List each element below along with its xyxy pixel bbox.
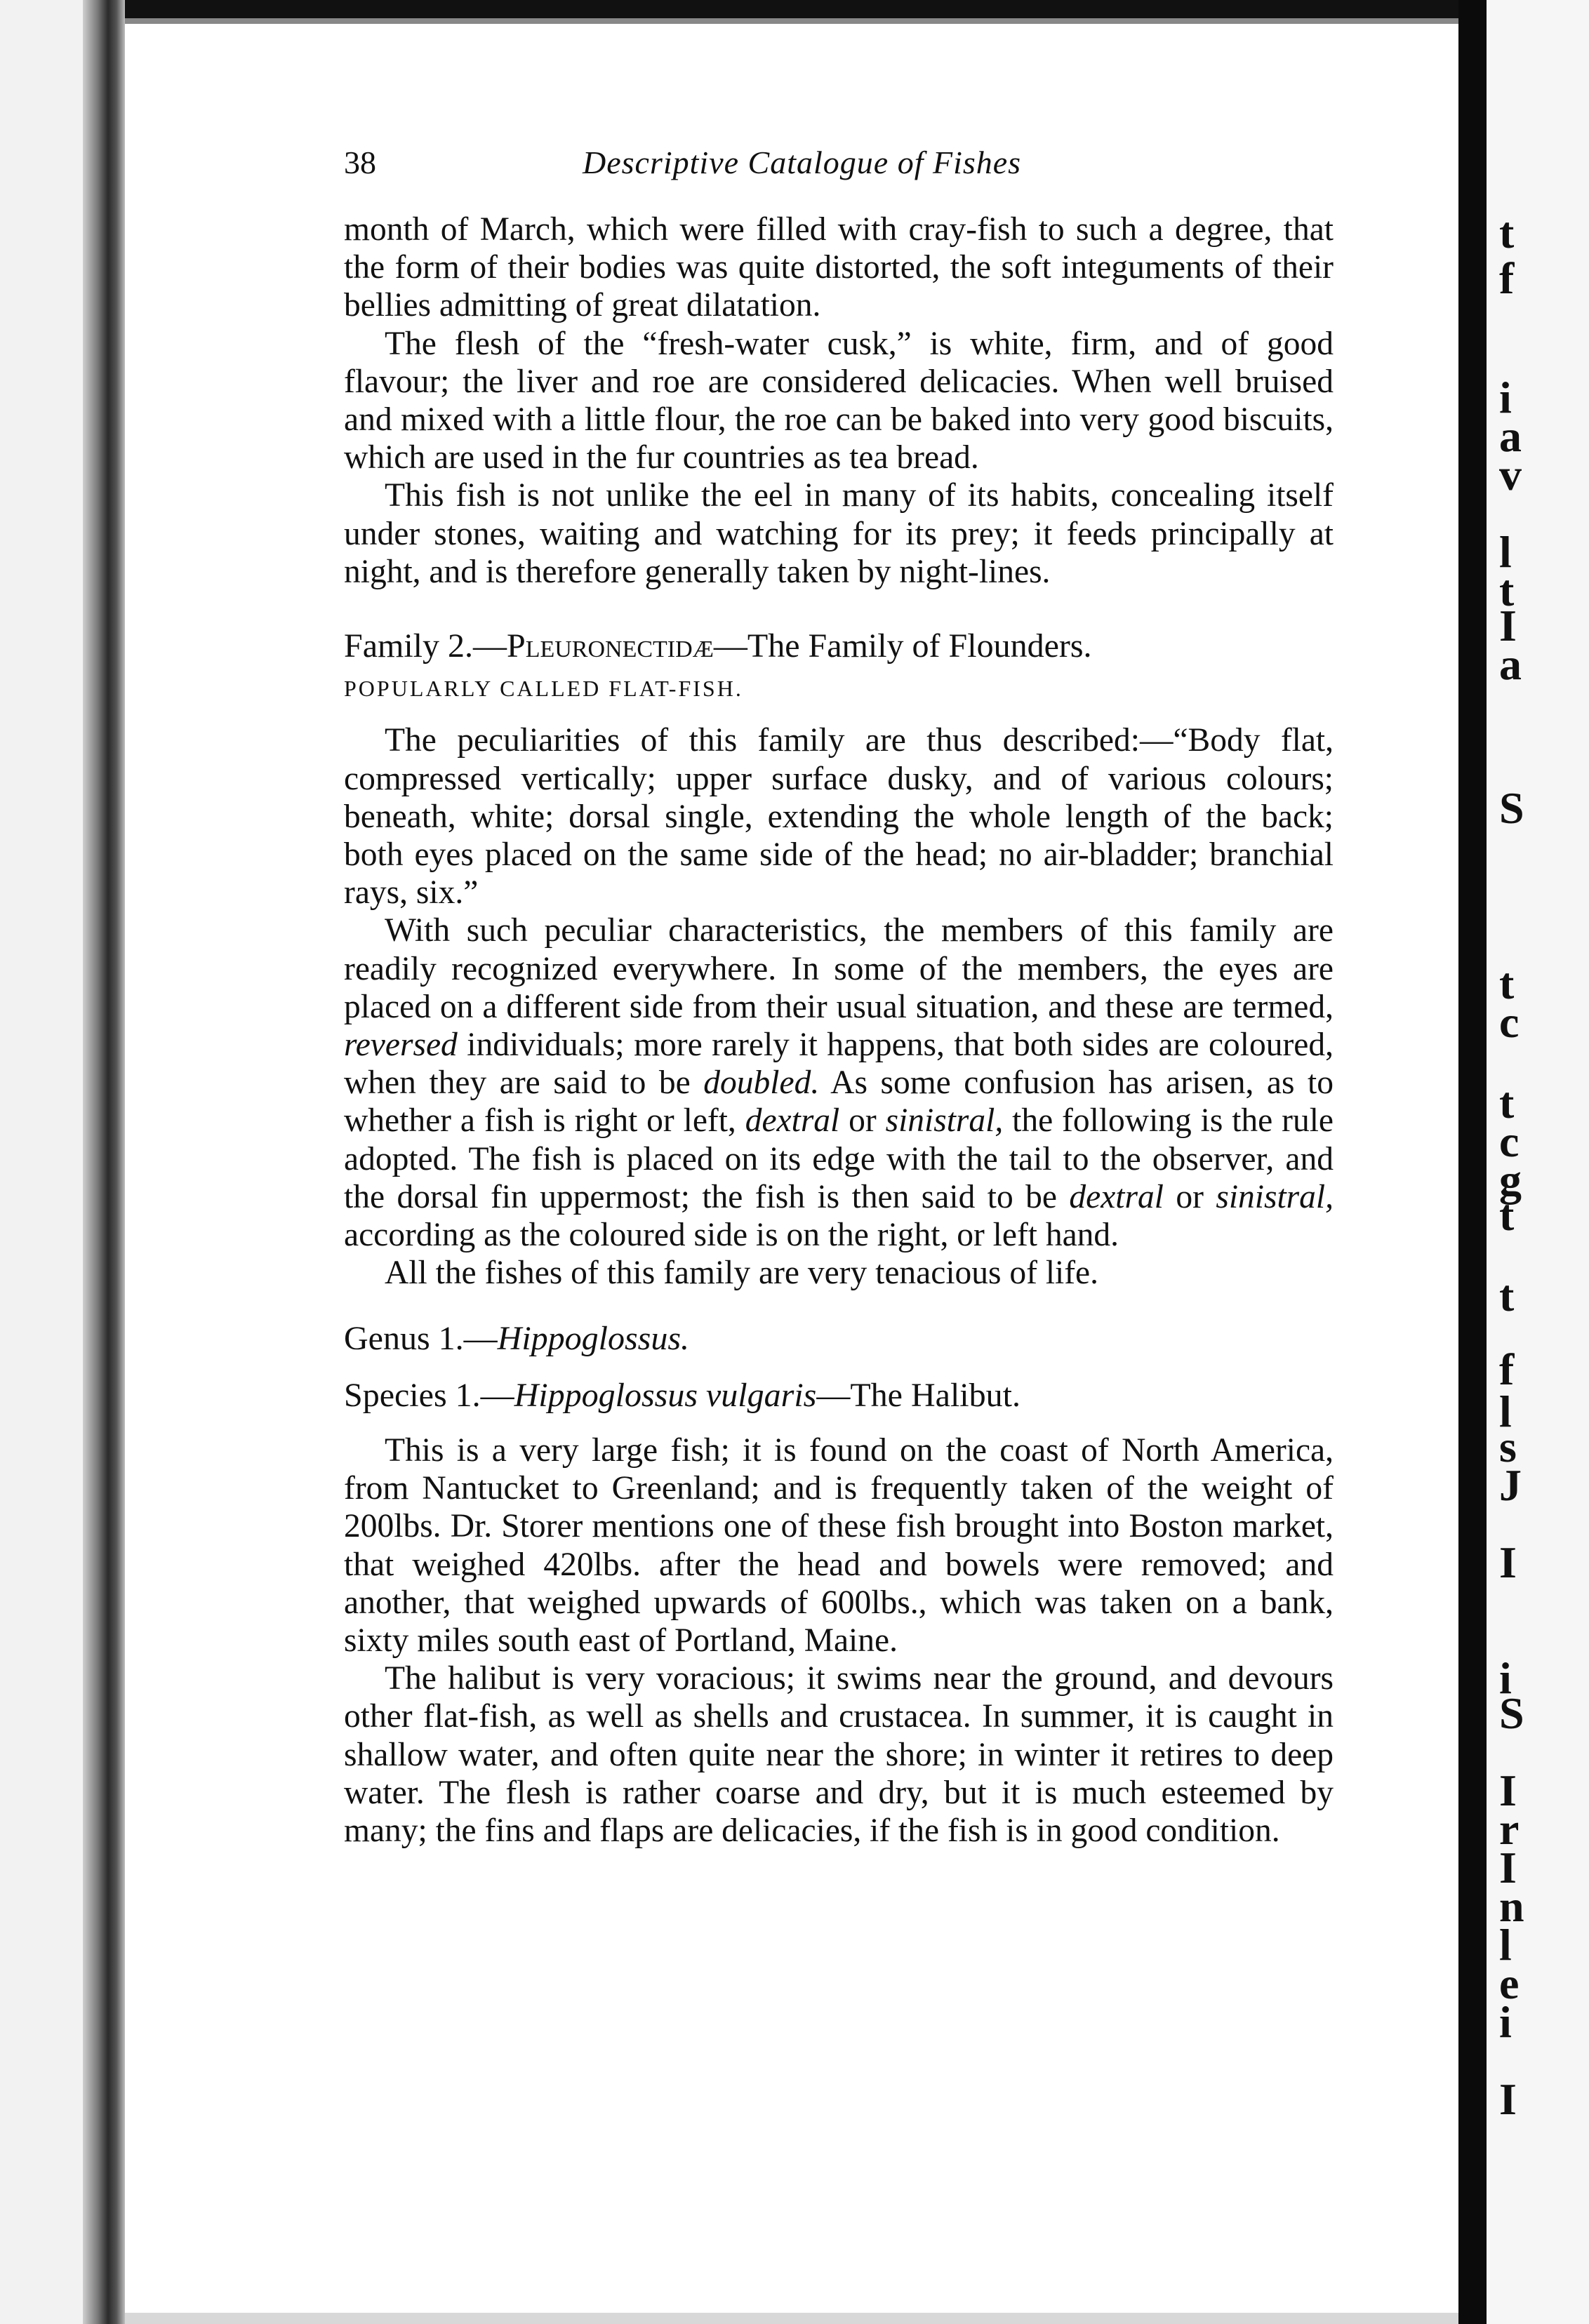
genus-heading-prefix: Genus 1.— — [344, 1320, 498, 1358]
book-binding-shadow — [83, 0, 125, 2324]
edge-letter: g — [1499, 1155, 1522, 1205]
family-heading-name: Pleuronectidæ — [507, 627, 714, 665]
edge-letter: c — [1499, 1116, 1520, 1166]
edge-letter: t — [1499, 1190, 1515, 1240]
paragraph: The flesh of the “fresh-water cusk,” is white, firm, and of good flavour; the liver and roe are considered delicacies. When well bruised and mixed with a little flour, the roe can be baked into very good biscuits, which are used in the fur countries as tea bread. — [344, 325, 1334, 476]
edge-letter: t — [1499, 1271, 1515, 1321]
paragraph — [344, 911, 1334, 1254]
species-heading — [344, 1377, 1334, 1415]
edge-letter: s — [1499, 1422, 1517, 1471]
page-number: 38 — [344, 145, 376, 180]
text-run: according as the coloured side is on the right, or left hand. — [344, 1217, 1119, 1254]
genus-heading — [344, 1320, 1334, 1358]
edge-letter: l — [1499, 1387, 1512, 1436]
running-head — [344, 144, 1334, 193]
family-heading-suffix: —The Family of Flounders. — [713, 627, 1092, 665]
text-run: or — [839, 1102, 886, 1140]
paragraph: The peculiarities of this family are thus described:—“Body flat, compressed vertically; upper surface dusky, and of various colours; beneath, white; dorsal single, extending the whole length of the back; both eyes placed on the same side of the head; no air-bladder; branchial rays, six.” — [344, 722, 1334, 911]
text-run: With such peculiar characteristics, the members of this family are readily recognized everywhere. In some of the members, the eyes are placed on a different side from their usual situation, and these are termed, — [344, 912, 1334, 1025]
edge-letter: l — [1499, 527, 1512, 577]
paragraph: This fish is not unlike the eel in many of its habits, concealing itself under stones, waiting and watching for its prey; it feeds principally at night, and is therefore generally taken by night-lines. — [344, 477, 1334, 590]
edge-letter: S — [1499, 1688, 1524, 1738]
paragraph: This is a very large fish; it is found on the coast of North America, from Nantucket to Greenland; and is frequently taken of the weight of 200lbs. Dr. Storer mentions one of these fish brought into Boston market, that weighed 420lbs. after the head and bowels were removed; and another, that weighed upwards of 600lbs., which was taken on a bank, sixty miles south east of Portland, Maine. — [344, 1431, 1334, 1659]
edge-letter: t — [1499, 1078, 1515, 1128]
paragraph: All the fishes of this family are very tenacious of life. — [385, 1255, 1098, 1292]
edge-letter: J — [1499, 1460, 1522, 1510]
edge-letter: i — [1499, 1997, 1512, 2047]
text-run: the following is the rule adopted. The fish is placed on its edge with the tail to the observer, and the dorsal fin uppermost; the fish is then said to be — [344, 1102, 1334, 1215]
italic-term: sinistral, — [1216, 1178, 1334, 1215]
edge-letter: t — [1499, 959, 1515, 1008]
edge-letter: r — [1499, 1804, 1520, 1854]
text-run: As some confusion has arisen, as to whether a fish is right or left, — [344, 1064, 1334, 1140]
edge-letter: I — [1499, 1537, 1517, 1587]
edge-letter: i — [1499, 1653, 1512, 1703]
edge-letter: t — [1499, 566, 1515, 615]
italic-term: sinistral, — [885, 1102, 1004, 1140]
genus-heading-name: Hippoglossus. — [497, 1320, 690, 1358]
edge-letter: I — [1499, 1765, 1517, 1815]
scan-top-edge-shadow — [125, 18, 1458, 24]
page-body — [344, 211, 1334, 1850]
edge-letter: a — [1499, 639, 1522, 689]
edge-letter: c — [1499, 997, 1520, 1047]
italic-term: reversed — [344, 1027, 458, 1064]
edge-letter: a — [1499, 411, 1522, 461]
edge-letter: I — [1499, 601, 1517, 650]
edge-letter: n — [1499, 1881, 1524, 1931]
edge-letter: l — [1499, 1920, 1512, 1970]
edge-letter: t — [1499, 208, 1515, 258]
edge-letter: S — [1499, 783, 1524, 833]
scan-bottom-edge — [125, 2313, 1458, 2324]
species-heading-suffix: —The Halibut. — [816, 1376, 1020, 1414]
scan-top-edge — [125, 0, 1458, 18]
facing-page-letters — [1495, 0, 1589, 2324]
edge-letter: I — [1499, 1843, 1517, 1892]
family-heading-prefix: Family 2.— — [344, 627, 507, 665]
italic-term: doubled. — [703, 1064, 820, 1102]
species-heading-prefix: Species 1.— — [344, 1376, 514, 1414]
edge-letter: i — [1499, 373, 1512, 422]
paragraph: The halibut is very voracious; it swims near the ground, and devours other flat-fish, as well as shells and crustacea. In summer, it is caught in shallow water, and often quite near the shore; in winter it retires to deep water. The flesh is rather coarse and dry, but it is much esteemed by many; the fins and flaps are delicacies, if the fish is in good condition. — [344, 1660, 1334, 1849]
edge-letter: f — [1499, 1344, 1515, 1394]
page-gutter — [1458, 0, 1487, 2324]
text-run: or — [1163, 1178, 1216, 1215]
edge-letter: I — [1499, 2074, 1517, 2124]
edge-letter: v — [1499, 450, 1522, 500]
text-run: individuals; more rarely it happens, that both sides are coloured, when they are said to be — [344, 1027, 1334, 1102]
family-subheading: POPULARLY CALLED FLAT-FISH. — [344, 676, 743, 702]
family-heading — [344, 627, 1334, 665]
edge-letter: f — [1499, 253, 1515, 303]
species-heading-name: Hippoglossus vulgaris — [514, 1376, 817, 1414]
italic-term: dextral — [1069, 1178, 1164, 1215]
italic-term: dextral — [745, 1102, 840, 1140]
paragraph: month of March, which were filled with cray-fish to such a degree, that the form of their bodies was quite distorted, the soft integuments of their bellies admitting of great dilatation. — [344, 211, 1334, 324]
edge-letter: e — [1499, 1958, 1520, 2008]
running-title: Descriptive Catalogue of Fishes — [583, 145, 1022, 180]
